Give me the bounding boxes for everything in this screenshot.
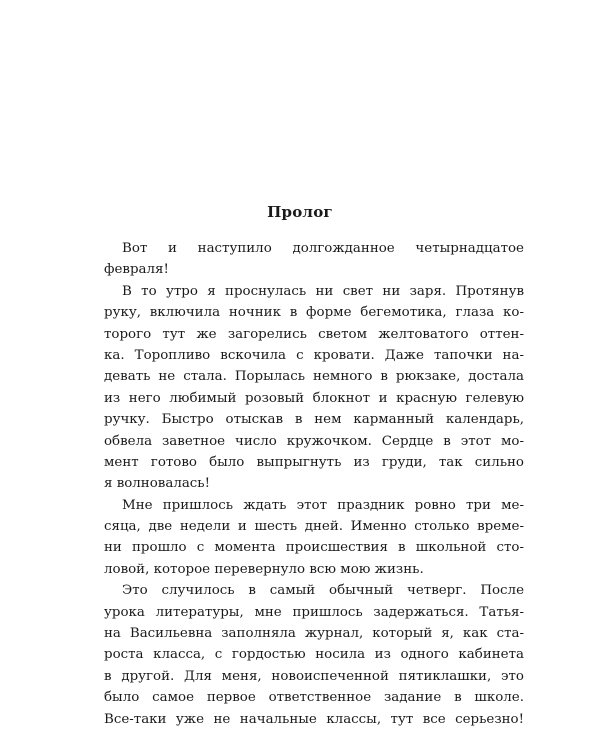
text-line: мент готово было выпрыгнуть из груди, так сильно (104, 454, 524, 470)
text-line: февраля! (104, 262, 169, 278)
text-line: роста класса, с гордостью носила из одного кабинета (104, 647, 524, 663)
text-line: ни прошло с момента происшествия в школьной сто- (104, 540, 524, 556)
text-line: ручку. Быстро отыскав в нем карманный календарь, (104, 412, 524, 428)
text-line: руку, включила ночник в форме бегемотика, глаза ко- (104, 305, 524, 321)
text-line: было самое первое ответственное задание в школе. (104, 690, 524, 706)
text-line: В то утро я проснулась ни свет ни заря. Протянув (122, 283, 524, 299)
text-line: торого тут же загорелись светом желтоватого оттен- (104, 326, 524, 342)
body-text (104, 238, 524, 730)
text-line: на Васильевна заполняла журнал, который я, как ста- (104, 626, 524, 642)
text-line: обвела заветное число кружочком. Сердце в этот мо- (104, 433, 524, 449)
text-line: Это случилось в самый обычный четверг. После (122, 583, 524, 599)
text-line: из него любимый розовый блокнот и красную гелевую (104, 390, 524, 406)
chapter-title: Пролог (267, 203, 333, 221)
text-line: Мне пришлось ждать этот праздник ровно три ме- (122, 497, 524, 513)
text-line: сяца, две недели и шесть дней. Именно столько време- (104, 519, 524, 535)
text-line: урока литературы, мне пришлось задержаться. Татья- (104, 604, 524, 620)
text-line: ка. Торопливо вскочила с кровати. Даже тапочки на- (104, 347, 524, 363)
text-line: девать не стала. Порылась немного в рюкзаке, достала (104, 369, 524, 385)
text-line: я волновалась! (104, 476, 210, 492)
text-line: Все-таки уже не начальные классы, тут все серьезно! (104, 711, 524, 727)
text-line: в другой. Для меня, новоиспеченной пятиклашки, это (104, 668, 524, 684)
text-line: Вот и наступило долгожданное четырнадцатое (122, 241, 524, 256)
text-line: ловой, которое перевернуло всю мою жизнь. (104, 561, 424, 577)
